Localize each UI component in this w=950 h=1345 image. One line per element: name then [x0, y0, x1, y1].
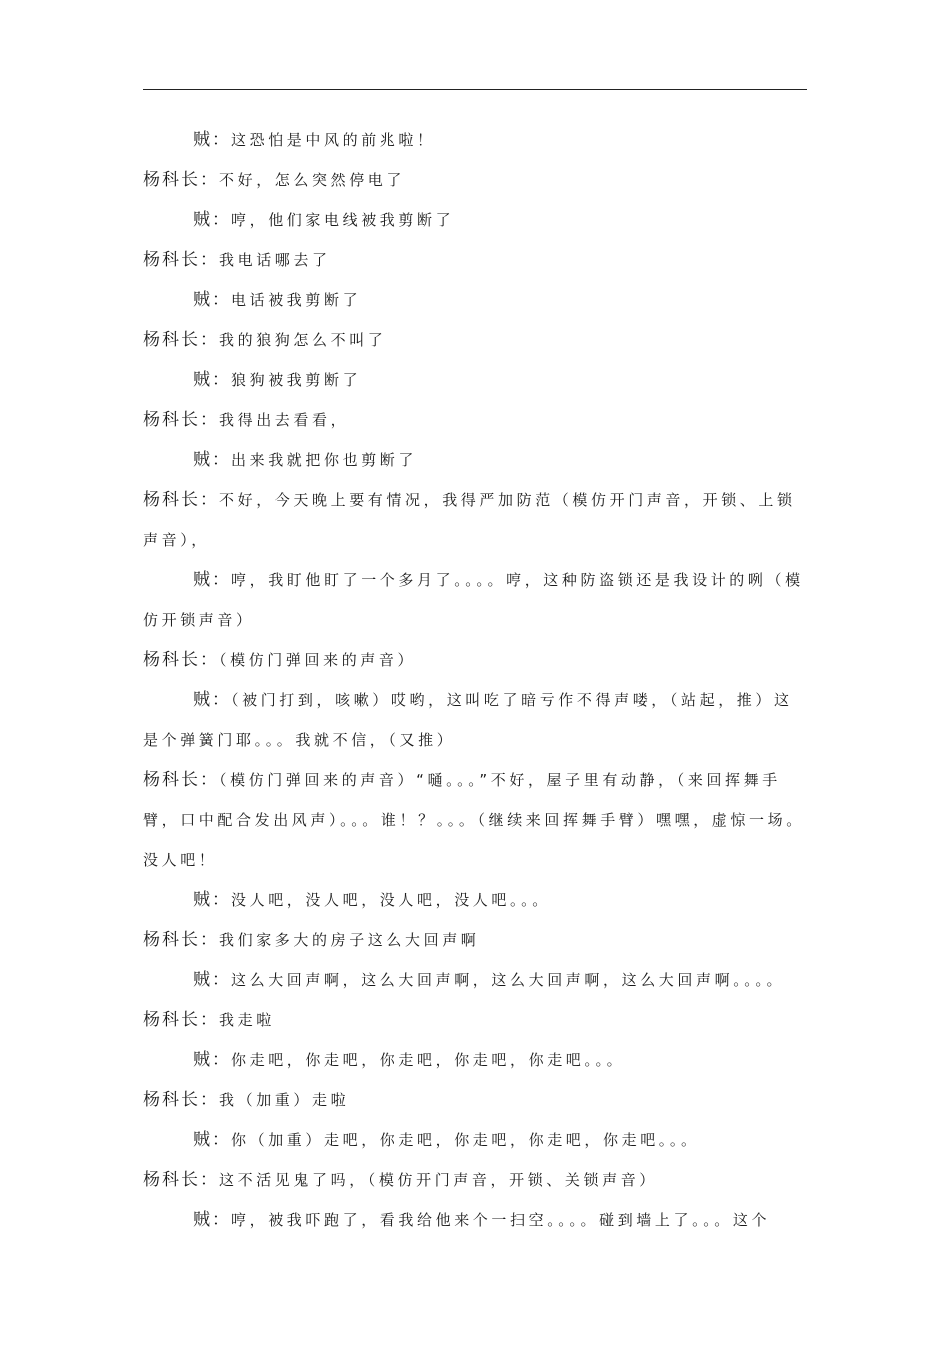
speaker-name: 贼：: [193, 210, 231, 230]
dialogue-line: [143, 960, 809, 1000]
dialogue-text: 我走啦: [219, 1011, 275, 1029]
dialogue-line: [143, 1160, 809, 1200]
speaker-name: 杨科长：: [143, 1090, 219, 1110]
speaker-name: 贼：: [193, 370, 231, 390]
dialogue-text: （模仿门弹回来的声音）: [219, 651, 417, 669]
speaker-name: 杨科长：: [143, 770, 219, 790]
speaker-name: 杨科长：: [143, 410, 219, 430]
dialogue-line: [143, 400, 809, 440]
dialogue-text: 这么大回声啊，这么大回声啊，这么大回声啊，这么大回声啊。。。。: [231, 971, 786, 989]
dialogue-text: 你走吧，你走吧，你走吧，你走吧，你走吧。。。: [231, 1051, 626, 1069]
dialogue-text: 哼，被我吓跑了，看我给他来个一扫空。。。。碰到墙上了。。。这个: [231, 1211, 771, 1229]
dialogue-line: [143, 680, 809, 760]
dialogue-line: [143, 880, 809, 920]
speaker-name: 贼：: [193, 1210, 231, 1230]
dialogue-text: 出来我就把你也剪断了: [231, 451, 418, 469]
header-rule: [143, 89, 807, 90]
dialogue-text: 狼狗被我剪断了: [231, 371, 362, 389]
dialogue-line: [143, 560, 809, 640]
speaker-name: 贼：: [193, 130, 231, 150]
speaker-name: 贼：: [193, 570, 231, 590]
dialogue-line: [143, 1080, 809, 1120]
dialogue-line: [143, 480, 809, 560]
dialogue-line: [143, 240, 809, 280]
dialogue-line: [143, 360, 809, 400]
dialogue-line: [143, 200, 809, 240]
speaker-name: 贼：: [193, 290, 231, 310]
speaker-name: 贼：: [193, 450, 231, 470]
dialogue-text: 我电话哪去了: [219, 251, 331, 269]
speaker-name: 贼：: [193, 970, 231, 990]
dialogue-text: 这不活见鬼了吗，（模仿开门声音，开锁、关锁声音）: [219, 1171, 658, 1189]
dialogue-text: 不好，怎么突然停电了: [219, 171, 406, 189]
dialogue-text: 哼，我盯他盯了一个多月了。。。。哼，这种防盗锁还是我设计的咧（模仿开锁声音）: [143, 571, 804, 629]
speaker-name: 杨科长：: [143, 1170, 219, 1190]
speaker-name: 杨科长：: [143, 490, 219, 510]
speaker-name: 杨科长：: [143, 930, 219, 950]
dialogue-line: [143, 1200, 809, 1240]
speaker-name: 杨科长：: [143, 330, 219, 350]
dialogue-text: （被门打到，咳嗽）哎哟，这叫吃了暗亏作不得声喽，（站起，推）这是个弹簧门耶。。。我就不信，（又推）: [143, 691, 793, 749]
dialogue-line: [143, 640, 809, 680]
speaker-name: 杨科长：: [143, 1010, 219, 1030]
speaker-name: 杨科长：: [143, 250, 219, 270]
speaker-name: 贼：: [193, 1130, 231, 1150]
dialogue-text: 哼，他们家电线被我剪断了: [231, 211, 455, 229]
dialogue-line: [143, 1120, 809, 1160]
dialogue-text: 没人吧，没人吧，没人吧，没人吧。。。: [231, 891, 551, 909]
speaker-name: 杨科长：: [143, 650, 219, 670]
dialogue-line: [143, 320, 809, 360]
speaker-name: 杨科长：: [143, 170, 219, 190]
dialogue-text: 你（加重）走吧，你走吧，你走吧，你走吧，你走吧。。。: [231, 1131, 700, 1149]
dialogue-text: 不好，今天晚上要有情况，我得严加防范（模仿开门声音，开锁、上锁声音），: [143, 491, 796, 549]
dialogue-line: [143, 280, 809, 320]
dialogue-line: [143, 1000, 809, 1040]
script-body: [143, 120, 809, 1240]
dialogue-text: 我的狼狗怎么不叫了: [219, 331, 387, 349]
speaker-name: 贼：: [193, 890, 231, 910]
speaker-name: 贼：: [193, 1050, 231, 1070]
dialogue-text: （模仿门弹回来的声音）“嗵。。。”不好，屋子里有动静，（来回挥舞手臂，口中配合发出风声）。。。谁！？。。。（继续来回挥舞手臂）嘿嘿，虚惊一场。没人吧！: [143, 771, 805, 869]
speaker-name: 贼：: [193, 690, 231, 710]
dialogue-line: [143, 120, 809, 160]
dialogue-text: 我得出去看看，: [219, 411, 350, 429]
dialogue-text: 我们家多大的房子这么大回声啊: [219, 931, 480, 949]
dialogue-line: [143, 920, 809, 960]
dialogue-text: 我（加重）走啦: [219, 1091, 350, 1109]
dialogue-line: [143, 160, 809, 200]
dialogue-text: 这恐怕是中风的前兆啦！: [231, 131, 436, 149]
dialogue-line: [143, 760, 809, 880]
dialogue-text: 电话被我剪断了: [231, 291, 362, 309]
dialogue-line: [143, 440, 809, 480]
dialogue-line: [143, 1040, 809, 1080]
